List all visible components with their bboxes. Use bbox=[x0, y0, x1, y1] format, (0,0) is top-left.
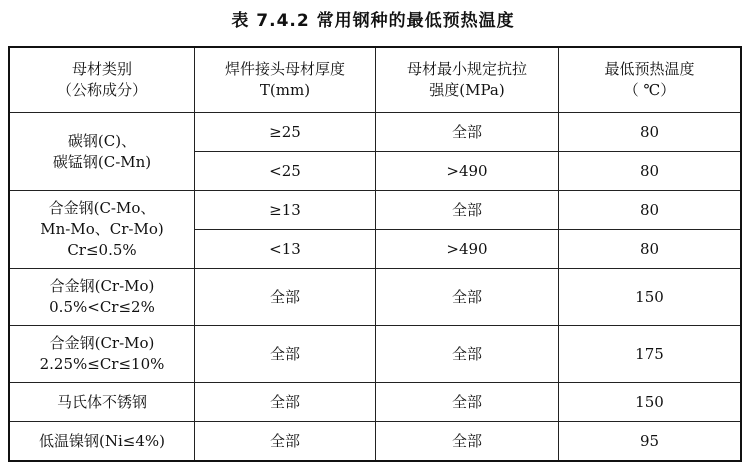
temp-cell: 175 bbox=[559, 326, 742, 383]
temp-cell: 95 bbox=[559, 422, 742, 462]
thickness-cell: <13 bbox=[195, 230, 376, 269]
temp-cell: 80 bbox=[559, 230, 742, 269]
strength-cell: 全部 bbox=[376, 383, 559, 422]
thickness-cell: 全部 bbox=[195, 422, 376, 462]
header-thickness bbox=[195, 47, 376, 113]
material-line: 碳锰钢(C-Mn) bbox=[52, 152, 152, 171]
thickness-cell: 全部 bbox=[195, 269, 376, 326]
material-line: Mn-Mo、Cr-Mo) bbox=[40, 220, 164, 238]
temp-cell: 80 bbox=[559, 191, 742, 230]
strength-cell: >490 bbox=[376, 230, 559, 269]
table-row bbox=[9, 383, 741, 422]
table-title: 表 7.4.2 常用钢种的最低预热温度 bbox=[231, 11, 515, 31]
strength-cell: 全部 bbox=[376, 326, 559, 383]
header-line: 最低预热温度 bbox=[604, 60, 695, 78]
table-row bbox=[9, 269, 741, 326]
header-temp bbox=[559, 47, 742, 113]
thickness-cell: ≥25 bbox=[195, 113, 376, 152]
material-line: 碳钢(C)、 bbox=[67, 131, 137, 150]
strength-cell: 全部 bbox=[376, 422, 559, 462]
header-line: 焊件接头母材厚度 bbox=[224, 60, 345, 78]
header-line: （公称成分） bbox=[56, 81, 147, 99]
material-line: 0.5%<Cr≤2% bbox=[49, 298, 155, 316]
material-line: Cr≤0.5% bbox=[67, 241, 137, 259]
material-line: 2.25%≤Cr≤10% bbox=[39, 355, 165, 373]
table-row bbox=[9, 422, 741, 462]
temp-cell: 80 bbox=[559, 152, 742, 191]
thickness-cell: <25 bbox=[195, 152, 376, 191]
material-line: 马氏体不锈钢 bbox=[56, 392, 147, 411]
material-line: 合金钢(Cr-Mo) bbox=[49, 277, 155, 295]
strength-cell: >490 bbox=[376, 152, 559, 191]
header-line: 强度(MPa) bbox=[429, 81, 505, 99]
material-cell bbox=[9, 113, 195, 191]
temp-cell: 150 bbox=[559, 383, 742, 422]
header-material bbox=[9, 47, 195, 113]
material-line: 合金钢(Cr-Mo) bbox=[49, 334, 155, 352]
strength-cell: 全部 bbox=[376, 113, 559, 152]
material-cell bbox=[9, 383, 195, 422]
strength-cell: 全部 bbox=[376, 191, 559, 230]
preheat-table bbox=[8, 46, 742, 462]
thickness-cell: 全部 bbox=[195, 326, 376, 383]
strength-cell: 全部 bbox=[376, 269, 559, 326]
temp-cell: 150 bbox=[559, 269, 742, 326]
thickness-cell: ≥13 bbox=[195, 191, 376, 230]
header-strength bbox=[376, 47, 559, 113]
header-line: 母材最小规定抗拉 bbox=[406, 60, 527, 78]
material-cell bbox=[9, 191, 195, 269]
material-line: 低温镍钢(Ni≤4%) bbox=[39, 431, 165, 450]
table-row bbox=[9, 191, 741, 230]
material-cell bbox=[9, 326, 195, 383]
header-row bbox=[9, 47, 741, 113]
material-cell bbox=[9, 269, 195, 326]
material-line: 合金钢(C-Mo、 bbox=[48, 199, 156, 217]
header-line: （ ℃） bbox=[623, 81, 676, 99]
header-line: 母材类别 bbox=[71, 60, 132, 78]
thickness-cell: 全部 bbox=[195, 383, 376, 422]
table-row bbox=[9, 326, 741, 383]
table-row bbox=[9, 113, 741, 152]
header-line: T(mm) bbox=[259, 81, 311, 99]
material-cell bbox=[9, 422, 195, 462]
temp-cell: 80 bbox=[559, 113, 742, 152]
